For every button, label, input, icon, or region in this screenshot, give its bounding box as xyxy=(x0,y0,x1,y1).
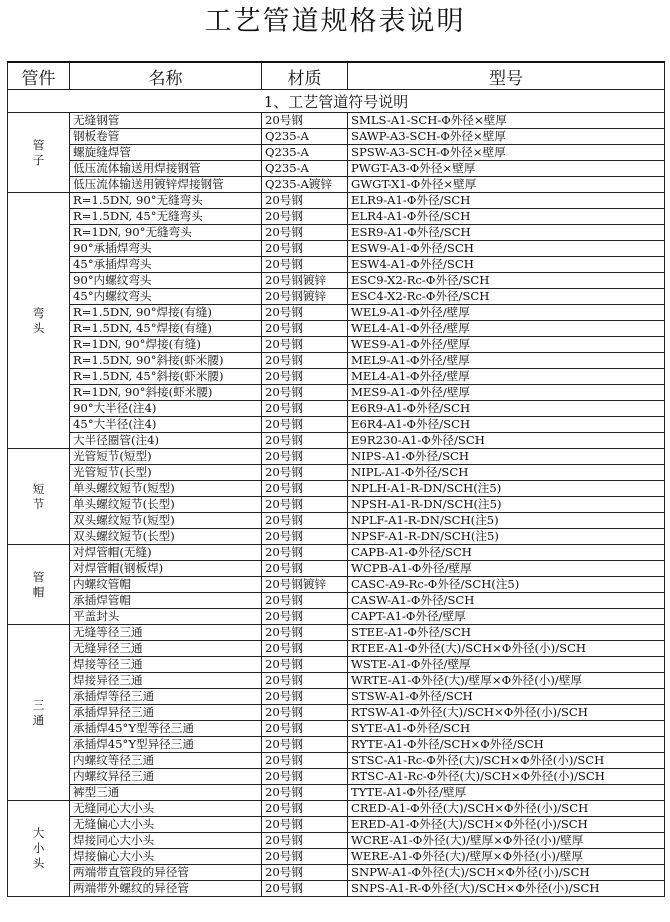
material-cell: 20号钢 xyxy=(262,609,348,625)
name-cell: 承插焊异径三通 xyxy=(70,705,262,721)
name-cell: R=1.5DN, 45°斜接(虾米腰) xyxy=(70,369,262,385)
model-cell: SNPS-A1-R-Φ外径(大)/SCH×Φ外径(小)/SCH xyxy=(348,881,665,897)
table-row xyxy=(8,481,665,497)
name-cell: R=1.5DN, 45°无缝弯头 xyxy=(70,209,262,225)
category-cell xyxy=(8,545,70,625)
name-cell: 承插焊管帽 xyxy=(70,593,262,609)
name-cell: 单头螺纹短节(长型) xyxy=(70,497,262,513)
material-cell: 20号钢 xyxy=(262,225,348,241)
category-cell xyxy=(8,193,70,449)
table-row xyxy=(8,753,665,769)
category-cell xyxy=(8,113,70,193)
table-row xyxy=(8,673,665,689)
material-cell: 20号钢 xyxy=(262,657,348,673)
name-cell: 内螺纹异径三通 xyxy=(70,769,262,785)
model-cell: SAWP-A3-SCH-Φ外径×壁厚 xyxy=(348,129,665,145)
model-cell: NPLH-A1-R-DN/SCH(注5) xyxy=(348,481,665,497)
model-cell: CASW-A1-Φ外径/SCH xyxy=(348,593,665,609)
table-row xyxy=(8,145,665,161)
material-cell: 20号钢 xyxy=(262,353,348,369)
model-cell: NPSH-A1-R-DN/SCH(注5) xyxy=(348,497,665,513)
name-cell: 对焊管帽(无缝) xyxy=(70,545,262,561)
table-row xyxy=(8,273,665,289)
category-cell xyxy=(8,625,70,801)
table-row xyxy=(8,881,665,897)
material-cell: 20号钢 xyxy=(262,401,348,417)
material-cell: 20号钢 xyxy=(262,337,348,353)
name-cell: R=1.5DN, 90°无缝弯头 xyxy=(70,193,262,209)
material-cell: 20号钢 xyxy=(262,481,348,497)
material-cell: Q235-A xyxy=(262,129,348,145)
name-cell: 双头螺纹短节(短型) xyxy=(70,513,262,529)
name-cell: 45°内螺纹弯头 xyxy=(70,289,262,305)
category-label: 短节 xyxy=(32,481,45,511)
table-row xyxy=(8,801,665,817)
material-cell: 20号钢 xyxy=(262,689,348,705)
name-cell: 焊接等径三通 xyxy=(70,657,262,673)
table-row xyxy=(8,465,665,481)
model-cell: ESC4-X2-Rc-Φ外径/SCH xyxy=(348,289,665,305)
name-cell: 光管短节(长型) xyxy=(70,465,262,481)
model-cell: WRTE-A1-Φ外径(大)/壁厚×Φ外径(小)/壁厚 xyxy=(348,673,665,689)
table-row xyxy=(8,689,665,705)
name-cell: 90°内螺纹弯头 xyxy=(70,273,262,289)
table-row xyxy=(8,321,665,337)
model-cell: WEL4-A1-Φ外径/壁厚 xyxy=(348,321,665,337)
model-cell: TYTE-A1-Φ外径/壁厚 xyxy=(348,785,665,801)
name-cell: 光管短节(短型) xyxy=(70,449,262,465)
model-cell: MEL4-A1-Φ外径/壁厚 xyxy=(348,369,665,385)
table-row xyxy=(8,369,665,385)
material-cell: 20号钢 xyxy=(262,705,348,721)
table-row xyxy=(8,737,665,753)
table-row xyxy=(8,257,665,273)
table-row xyxy=(8,641,665,657)
table-row xyxy=(8,625,665,641)
model-cell: NIPS-A1-Φ外径/SCH xyxy=(348,449,665,465)
table-row xyxy=(8,401,665,417)
header-material: 材质 xyxy=(262,62,348,90)
model-cell: STEE-A1-Φ外径/SCH xyxy=(348,625,665,641)
model-cell: MEL9-A1-Φ外径/壁厚 xyxy=(348,353,665,369)
model-cell: CAPB-A1-Φ外径/SCH xyxy=(348,545,665,561)
table-row xyxy=(8,161,665,177)
name-cell: 45°大半径(注4) xyxy=(70,417,262,433)
table-row xyxy=(8,289,665,305)
model-cell: STSW-A1-Φ外径/SCH xyxy=(348,689,665,705)
name-cell: R=1DN, 90°无缝弯头 xyxy=(70,225,262,241)
model-cell: NIPL-A1-Φ外径/SCH xyxy=(348,465,665,481)
name-cell: 内螺纹等径三通 xyxy=(70,753,262,769)
model-cell: ELR9-A1-Φ外径/SCH xyxy=(348,193,665,209)
model-cell: ERED-A1-Φ外径(大)/SCH×Φ外径(小)/SCH xyxy=(348,817,665,833)
table-row xyxy=(8,417,665,433)
name-cell: R=1.5DN, 90°斜接(虾米腰) xyxy=(70,353,262,369)
name-cell: 大半径圈管(注4) xyxy=(70,433,262,449)
table-row xyxy=(8,849,665,865)
model-cell: E6R9-A1-Φ外径/SCH xyxy=(348,401,665,417)
material-cell: 20号钢 xyxy=(262,113,348,129)
table-row xyxy=(8,705,665,721)
name-cell: 低压流体输送用焊接钢管 xyxy=(70,161,262,177)
material-cell: 20号钢 xyxy=(262,881,348,897)
model-cell: RYTE-A1-Φ外径/SCH×Φ外径/SCH xyxy=(348,737,665,753)
material-cell: 20号钢 xyxy=(262,433,348,449)
name-cell: 无缝同心大小头 xyxy=(70,801,262,817)
table-row xyxy=(8,497,665,513)
model-cell: NPSF-A1-R-DN/SCH(注5) xyxy=(348,529,665,545)
model-cell: E6R4-A1-Φ外径/SCH xyxy=(348,417,665,433)
model-cell: WCPB-A1-Φ外径/壁厚 xyxy=(348,561,665,577)
table-row xyxy=(8,449,665,465)
header-name: 名称 xyxy=(70,62,262,90)
table-row xyxy=(8,305,665,321)
model-cell: SMLS-A1-SCH-Φ外径×壁厚 xyxy=(348,113,665,129)
model-cell: STSC-A1-Rc-Φ外径(大)/SCH×Φ外径(小)/SCH xyxy=(348,753,665,769)
table-row xyxy=(8,193,665,209)
model-cell: WERE-A1-Φ外径(大)/壁厚×Φ外径(小)/壁厚 xyxy=(348,849,665,865)
material-cell: 20号钢 xyxy=(262,257,348,273)
material-cell: Q235-A xyxy=(262,161,348,177)
spec-table xyxy=(7,61,665,897)
name-cell: 承插焊45°Y型异径三通 xyxy=(70,737,262,753)
model-cell: ESR9-A1-Φ外径/SCH xyxy=(348,225,665,241)
material-cell: 20号钢 xyxy=(262,529,348,545)
name-cell: 两端带外螺纹的异径管 xyxy=(70,881,262,897)
model-cell: CAPT-A1-Φ外径/壁厚 xyxy=(348,609,665,625)
header-row xyxy=(8,62,665,90)
material-cell: 20号钢 xyxy=(262,593,348,609)
table-row xyxy=(8,209,665,225)
name-cell: 无缝钢管 xyxy=(70,113,262,129)
material-cell: 20号钢 xyxy=(262,769,348,785)
category-label: 管帽 xyxy=(32,569,45,599)
material-cell: 20号钢 xyxy=(262,513,348,529)
model-cell: ESW4-A1-Φ外径/SCH xyxy=(348,257,665,273)
material-cell: 20号钢 xyxy=(262,545,348,561)
material-cell: 20号钢 xyxy=(262,625,348,641)
model-cell: ESW9-A1-Φ外径/SCH xyxy=(348,241,665,257)
material-cell: 20号钢 xyxy=(262,209,348,225)
section-title: 1、工艺管道符号说明 xyxy=(8,90,665,113)
material-cell: 20号钢 xyxy=(262,721,348,737)
name-cell: 对焊管帽(钢板焊) xyxy=(70,561,262,577)
material-cell: 20号钢 xyxy=(262,833,348,849)
table-row xyxy=(8,385,665,401)
table-row xyxy=(8,225,665,241)
model-cell: SYTE-A1-Φ外径/SCH xyxy=(348,721,665,737)
material-cell: 20号钢 xyxy=(262,497,348,513)
name-cell: 内螺纹管帽 xyxy=(70,577,262,593)
material-cell: 20号钢 xyxy=(262,449,348,465)
name-cell: 低压流体输送用镀锌焊接钢管 xyxy=(70,177,262,193)
name-cell: 45°承插焊弯头 xyxy=(70,257,262,273)
material-cell: 20号钢 xyxy=(262,305,348,321)
material-cell: 20号钢 xyxy=(262,385,348,401)
material-cell: 20号钢 xyxy=(262,369,348,385)
material-cell: Q235-A xyxy=(262,145,348,161)
material-cell: 20号钢 xyxy=(262,417,348,433)
table-row xyxy=(8,513,665,529)
table-row xyxy=(8,113,665,129)
table-row xyxy=(8,817,665,833)
table-row xyxy=(8,769,665,785)
material-cell: 20号钢 xyxy=(262,193,348,209)
name-cell: 裤型三通 xyxy=(70,785,262,801)
category-cell xyxy=(8,449,70,545)
table-row xyxy=(8,353,665,369)
model-cell: SPSW-A3-SCH-Φ外径×壁厚 xyxy=(348,145,665,161)
name-cell: R=1.5DN, 45°焊接(有缝) xyxy=(70,321,262,337)
table-row xyxy=(8,785,665,801)
table-row xyxy=(8,865,665,881)
document-title: 工艺管道规格表说明 xyxy=(204,6,466,37)
name-cell: 两端带直管段的异径管 xyxy=(70,865,262,881)
model-cell: ELR4-A1-Φ外径/SCH xyxy=(348,209,665,225)
material-cell: 20号钢 xyxy=(262,241,348,257)
name-cell: R=1.5DN, 90°焊接(有缝) xyxy=(70,305,262,321)
name-cell: 双头螺纹短节(长型) xyxy=(70,529,262,545)
table-row xyxy=(8,337,665,353)
model-cell: PWGT-A3-Φ外径×壁厚 xyxy=(348,161,665,177)
name-cell: 承插焊45°Y型等径三通 xyxy=(70,721,262,737)
name-cell: 90°承插焊弯头 xyxy=(70,241,262,257)
name-cell: 焊接偏心大小头 xyxy=(70,849,262,865)
name-cell: R=1DN, 90°焊接(有缝) xyxy=(70,337,262,353)
model-cell: WSTE-A1-Φ外径/壁厚 xyxy=(348,657,665,673)
model-cell: SNPW-A1-Φ外径(大)/SCH×Φ外径(小)/SCH xyxy=(348,865,665,881)
material-cell: 20号钢镀锌 xyxy=(262,289,348,305)
model-cell: MES9-A1-Φ外径/壁厚 xyxy=(348,385,665,401)
model-cell: NPLF-A1-R-DN/SCH(注5) xyxy=(348,513,665,529)
table-row xyxy=(8,545,665,561)
model-cell: E9R230-A1-Φ外径/SCH xyxy=(348,433,665,449)
material-cell: 20号钢镀锌 xyxy=(262,273,348,289)
material-cell: 20号钢 xyxy=(262,673,348,689)
model-cell: ESC9-X2-Rc-Φ外径/SCH xyxy=(348,273,665,289)
model-cell: WCRE-A1-Φ外径(大)/壁厚×Φ外径(小)/壁厚 xyxy=(348,833,665,849)
model-cell: CRED-A1-Φ外径(大)/SCH×Φ外径(小)/SCH xyxy=(348,801,665,817)
name-cell: 平盖封头 xyxy=(70,609,262,625)
table-row xyxy=(8,657,665,673)
category-label: 三通 xyxy=(32,697,45,727)
name-cell: 焊接同心大小头 xyxy=(70,833,262,849)
model-cell: RTEE-A1-Φ外径(大)/SCH×Φ外径(小)/SCH xyxy=(348,641,665,657)
model-cell: RTSW-A1-Φ外径(大)/SCH×Φ外径(小)/SCH xyxy=(348,705,665,721)
table-row xyxy=(8,609,665,625)
name-cell: 90°大半径(注4) xyxy=(70,401,262,417)
name-cell: 螺旋缝焊管 xyxy=(70,145,262,161)
category-cell xyxy=(8,801,70,897)
category-label: 管子 xyxy=(32,137,45,167)
table-row xyxy=(8,577,665,593)
material-cell: 20号钢 xyxy=(262,849,348,865)
model-cell: GWGT-X1-Φ外径×壁厚 xyxy=(348,177,665,193)
section-row xyxy=(8,90,665,113)
header-model: 型号 xyxy=(348,62,665,90)
table-row xyxy=(8,433,665,449)
material-cell: 20号钢 xyxy=(262,465,348,481)
material-cell: 20号钢 xyxy=(262,817,348,833)
model-cell: RTSC-A1-Rc-Φ外径(大)/SCH×Φ外径(小)/SCH xyxy=(348,769,665,785)
header-category: 管件 xyxy=(8,62,70,90)
table-row xyxy=(8,241,665,257)
name-cell: 无缝等径三通 xyxy=(70,625,262,641)
table-row xyxy=(8,177,665,193)
name-cell: 无缝偏心大小头 xyxy=(70,817,262,833)
material-cell: 20号钢 xyxy=(262,641,348,657)
table-row xyxy=(8,529,665,545)
name-cell: 钢板卷管 xyxy=(70,129,262,145)
material-cell: 20号钢 xyxy=(262,321,348,337)
name-cell: R=1DN, 90°斜接(虾米腰) xyxy=(70,385,262,401)
model-cell: WEL9-A1-Φ外径/壁厚 xyxy=(348,305,665,321)
table-row xyxy=(8,593,665,609)
category-label: 大小头 xyxy=(32,826,45,870)
material-cell: 20号钢 xyxy=(262,737,348,753)
name-cell: 承插焊等径三通 xyxy=(70,689,262,705)
material-cell: 20号钢镀锌 xyxy=(262,577,348,593)
name-cell: 焊接异径三通 xyxy=(70,673,262,689)
material-cell: 20号钢 xyxy=(262,561,348,577)
model-cell: WES9-A1-Φ外径/壁厚 xyxy=(348,337,665,353)
name-cell: 无缝异径三通 xyxy=(70,641,262,657)
table-row xyxy=(8,833,665,849)
table-row xyxy=(8,561,665,577)
material-cell: 20号钢 xyxy=(262,801,348,817)
name-cell: 单头螺纹短节(短型) xyxy=(70,481,262,497)
material-cell: Q235-A镀锌 xyxy=(262,177,348,193)
table-row xyxy=(8,129,665,145)
category-label: 弯头 xyxy=(32,305,45,335)
material-cell: 20号钢 xyxy=(262,785,348,801)
table-row xyxy=(8,721,665,737)
model-cell: CASC-A9-Rc-Φ外径/SCH(注5) xyxy=(348,577,665,593)
material-cell: 20号钢 xyxy=(262,865,348,881)
material-cell: 20号钢 xyxy=(262,753,348,769)
